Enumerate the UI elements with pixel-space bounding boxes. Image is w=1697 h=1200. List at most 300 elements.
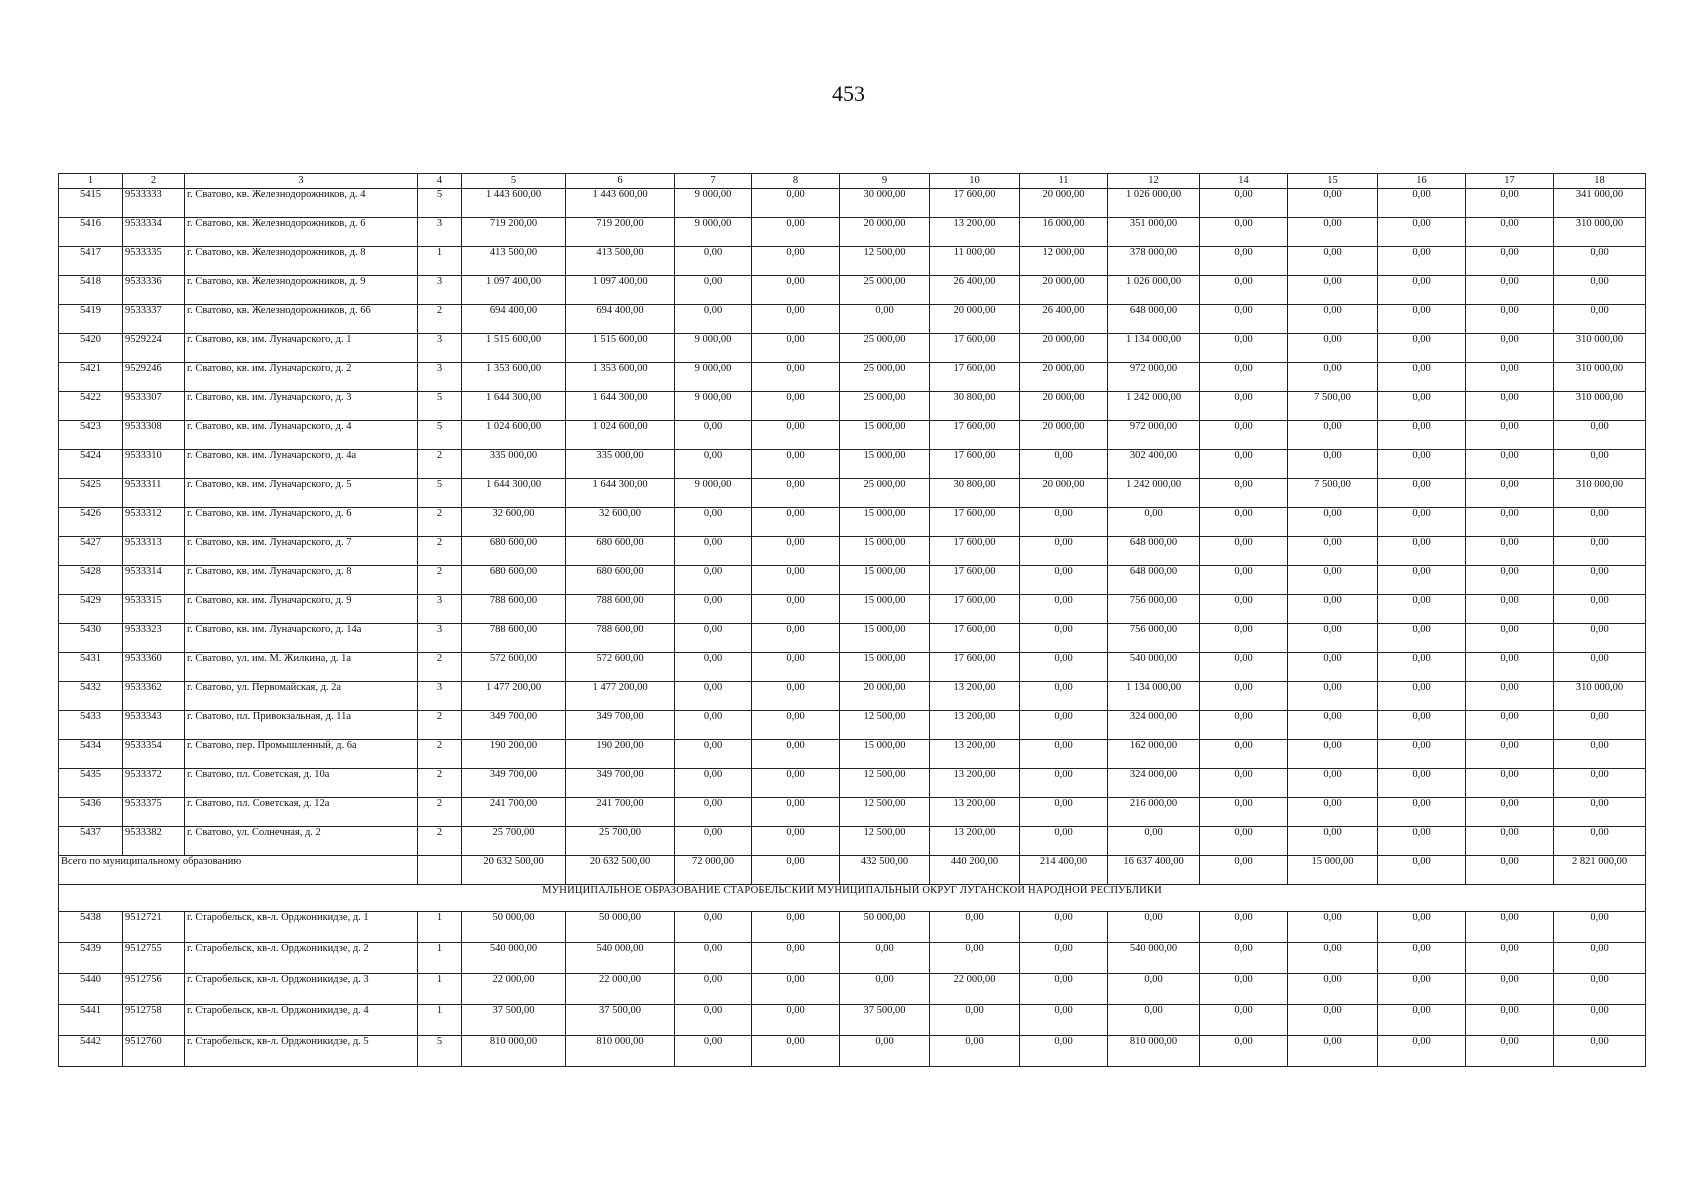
value-cell: 20 000,00 <box>840 682 930 711</box>
value-cell: 0,00 <box>1554 1005 1646 1036</box>
page-number: 453 <box>832 81 865 106</box>
value-cell: 12 500,00 <box>840 711 930 740</box>
address-cell: г. Сватово, пл. Привокзальная, д. 11а <box>185 711 418 740</box>
value-cell: 0,00 <box>752 421 840 450</box>
total-value-cell: 432 500,00 <box>840 856 930 885</box>
value-cell: 0,00 <box>752 218 840 247</box>
value-cell: 30 800,00 <box>930 479 1020 508</box>
value-cell: 0,00 <box>1288 218 1378 247</box>
value-cell: 0,00 <box>1108 1005 1200 1036</box>
table-row <box>59 974 1646 1005</box>
value-cell: 0,00 <box>1288 682 1378 711</box>
value-cell: 0,00 <box>1020 624 1108 653</box>
value-cell: 335 000,00 <box>462 450 566 479</box>
value-cell: 0,00 <box>1288 943 1378 974</box>
value-cell: 0,00 <box>1378 798 1466 827</box>
table-row <box>59 1005 1646 1036</box>
value-cell: 0,00 <box>1466 508 1554 537</box>
value-cell: 0,00 <box>1466 1005 1554 1036</box>
value-cell: 810 000,00 <box>462 1036 566 1067</box>
value-cell: 25 000,00 <box>840 363 930 392</box>
code-cell: 9533354 <box>123 740 185 769</box>
value-cell: 0,00 <box>1466 334 1554 363</box>
value-cell: 0,00 <box>752 1036 840 1067</box>
value-cell: 13 200,00 <box>930 798 1020 827</box>
value-cell: 0,00 <box>1200 682 1288 711</box>
row-number-cell: 5433 <box>59 711 123 740</box>
address-cell: г. Сватово, пер. Промышленный, д. 6а <box>185 740 418 769</box>
value-cell: 0,00 <box>752 912 840 943</box>
value-cell: 3 <box>418 595 462 624</box>
value-cell: 0,00 <box>840 974 930 1005</box>
total-value-cell: 20 632 500,00 <box>566 856 675 885</box>
value-cell: 30 000,00 <box>840 189 930 218</box>
row-number-cell: 5436 <box>59 798 123 827</box>
empty-cell <box>418 856 462 885</box>
value-cell: 1 443 600,00 <box>462 189 566 218</box>
value-cell: 0,00 <box>1200 827 1288 856</box>
value-cell: 22 000,00 <box>930 974 1020 1005</box>
value-cell: 648 000,00 <box>1108 305 1200 334</box>
value-cell: 25 700,00 <box>566 827 675 856</box>
value-cell: 719 200,00 <box>566 218 675 247</box>
value-cell: 1 134 000,00 <box>1108 682 1200 711</box>
value-cell: 0,00 <box>675 974 752 1005</box>
value-cell: 0,00 <box>1288 305 1378 334</box>
value-cell: 0,00 <box>1466 189 1554 218</box>
value-cell: 0,00 <box>1288 740 1378 769</box>
value-cell: 0,00 <box>1288 912 1378 943</box>
value-cell: 0,00 <box>1378 740 1466 769</box>
value-cell: 190 200,00 <box>566 740 675 769</box>
value-cell: 349 700,00 <box>566 769 675 798</box>
value-cell: 1 097 400,00 <box>462 276 566 305</box>
value-cell: 9 000,00 <box>675 479 752 508</box>
code-cell: 9533312 <box>123 508 185 537</box>
value-cell: 0,00 <box>675 1005 752 1036</box>
code-cell: 9533314 <box>123 566 185 595</box>
address-cell: г. Сватово, ул. им. М. Жилкина, д. 1а <box>185 653 418 682</box>
value-cell: 0,00 <box>1378 566 1466 595</box>
value-cell: 0,00 <box>1466 711 1554 740</box>
total-label: Всего по муниципальному образованию <box>59 856 418 885</box>
code-cell: 9512755 <box>123 943 185 974</box>
code-cell: 9533343 <box>123 711 185 740</box>
section-header-row <box>59 885 1646 912</box>
column-number-cell: 3 <box>185 174 418 189</box>
total-value-cell: 440 200,00 <box>930 856 1020 885</box>
total-value-cell: 16 637 400,00 <box>1108 856 1200 885</box>
value-cell: 17 600,00 <box>930 566 1020 595</box>
value-cell: 0,00 <box>1466 682 1554 711</box>
code-cell: 9533372 <box>123 769 185 798</box>
table-row <box>59 653 1646 682</box>
value-cell: 12 500,00 <box>840 827 930 856</box>
value-cell: 0,00 <box>1554 769 1646 798</box>
value-cell: 349 700,00 <box>462 711 566 740</box>
value-cell: 0,00 <box>752 537 840 566</box>
value-cell: 0,00 <box>840 305 930 334</box>
value-cell: 32 600,00 <box>566 508 675 537</box>
value-cell: 0,00 <box>752 334 840 363</box>
value-cell: 0,00 <box>752 653 840 682</box>
value-cell: 349 700,00 <box>462 769 566 798</box>
value-cell: 810 000,00 <box>1108 1036 1200 1067</box>
row-number-cell: 5422 <box>59 392 123 421</box>
table-row <box>59 537 1646 566</box>
value-cell: 0,00 <box>1378 624 1466 653</box>
value-cell: 15 000,00 <box>840 421 930 450</box>
value-cell: 1 026 000,00 <box>1108 189 1200 218</box>
row-number-cell: 5424 <box>59 450 123 479</box>
value-cell: 22 000,00 <box>462 974 566 1005</box>
value-cell: 17 600,00 <box>930 421 1020 450</box>
value-cell: 5 <box>418 1036 462 1067</box>
value-cell: 2 <box>418 827 462 856</box>
row-number-cell: 5442 <box>59 1036 123 1067</box>
value-cell: 1 353 600,00 <box>462 363 566 392</box>
value-cell: 0,00 <box>752 363 840 392</box>
value-cell: 0,00 <box>1200 595 1288 624</box>
code-cell: 9533382 <box>123 827 185 856</box>
value-cell: 0,00 <box>1200 974 1288 1005</box>
table-body <box>59 174 1646 1067</box>
value-cell: 2 <box>418 537 462 566</box>
value-cell: 9 000,00 <box>675 218 752 247</box>
value-cell: 13 200,00 <box>930 740 1020 769</box>
value-cell: 0,00 <box>1466 653 1554 682</box>
value-cell: 0,00 <box>752 247 840 276</box>
value-cell: 0,00 <box>1466 537 1554 566</box>
value-cell: 0,00 <box>1378 595 1466 624</box>
value-cell: 0,00 <box>1466 769 1554 798</box>
address-cell: г. Сватово, кв. Железнодорожников, д. 8 <box>185 247 418 276</box>
column-number-cell: 12 <box>1108 174 1200 189</box>
column-number-cell: 14 <box>1200 174 1288 189</box>
value-cell: 0,00 <box>675 566 752 595</box>
table-row <box>59 189 1646 218</box>
value-cell: 0,00 <box>675 912 752 943</box>
value-cell: 0,00 <box>1200 711 1288 740</box>
total-value-cell: 0,00 <box>1200 856 1288 885</box>
value-cell: 9 000,00 <box>675 189 752 218</box>
value-cell: 0,00 <box>1378 479 1466 508</box>
value-cell: 0,00 <box>752 624 840 653</box>
value-cell: 5 <box>418 421 462 450</box>
table-row <box>59 392 1646 421</box>
value-cell: 30 800,00 <box>930 392 1020 421</box>
table-row <box>59 798 1646 827</box>
value-cell: 0,00 <box>1200 798 1288 827</box>
value-cell: 0,00 <box>1466 450 1554 479</box>
value-cell: 0,00 <box>1378 247 1466 276</box>
code-cell: 9533375 <box>123 798 185 827</box>
value-cell: 0,00 <box>1378 537 1466 566</box>
value-cell: 694 400,00 <box>566 305 675 334</box>
value-cell: 0,00 <box>1378 943 1466 974</box>
value-cell: 0,00 <box>675 798 752 827</box>
code-cell: 9533333 <box>123 189 185 218</box>
address-cell: г. Сватово, кв. им. Луначарского, д. 4а <box>185 450 418 479</box>
column-number-row <box>59 174 1646 189</box>
table-row <box>59 363 1646 392</box>
column-number-cell: 10 <box>930 174 1020 189</box>
code-cell: 9512760 <box>123 1036 185 1067</box>
address-cell: г. Сватово, пл. Советская, д. 10а <box>185 769 418 798</box>
code-cell: 9533334 <box>123 218 185 247</box>
total-value-cell: 15 000,00 <box>1288 856 1378 885</box>
value-cell: 0,00 <box>1200 1005 1288 1036</box>
value-cell: 0,00 <box>752 508 840 537</box>
value-cell: 1 <box>418 912 462 943</box>
value-cell: 0,00 <box>752 392 840 421</box>
value-cell: 0,00 <box>675 1036 752 1067</box>
value-cell: 0,00 <box>1020 1036 1108 1067</box>
table-row <box>59 1036 1646 1067</box>
value-cell: 0,00 <box>675 943 752 974</box>
row-number-cell: 5423 <box>59 421 123 450</box>
value-cell: 0,00 <box>1378 276 1466 305</box>
value-cell: 972 000,00 <box>1108 421 1200 450</box>
table-row <box>59 740 1646 769</box>
value-cell: 1 242 000,00 <box>1108 392 1200 421</box>
address-cell: г. Сватово, ул. Первомайская, д. 2а <box>185 682 418 711</box>
row-number-cell: 5418 <box>59 276 123 305</box>
value-cell: 17 600,00 <box>930 334 1020 363</box>
value-cell: 0,00 <box>752 943 840 974</box>
row-number-cell: 5441 <box>59 1005 123 1036</box>
value-cell: 5 <box>418 479 462 508</box>
code-cell: 9512756 <box>123 974 185 1005</box>
code-cell: 9529224 <box>123 334 185 363</box>
value-cell: 0,00 <box>1466 974 1554 1005</box>
value-cell: 7 500,00 <box>1288 392 1378 421</box>
value-cell: 0,00 <box>675 624 752 653</box>
value-cell: 0,00 <box>1200 276 1288 305</box>
value-cell: 0,00 <box>1200 653 1288 682</box>
value-cell: 335 000,00 <box>566 450 675 479</box>
value-cell: 349 700,00 <box>566 711 675 740</box>
value-cell: 0,00 <box>840 943 930 974</box>
code-cell: 9529246 <box>123 363 185 392</box>
address-cell: г. Сватово, кв. Железнодорожников, д. 4 <box>185 189 418 218</box>
value-cell: 25 000,00 <box>840 334 930 363</box>
total-value-cell: 0,00 <box>1378 856 1466 885</box>
column-number-cell: 1 <box>59 174 123 189</box>
code-cell: 9533336 <box>123 276 185 305</box>
value-cell: 0,00 <box>1554 827 1646 856</box>
value-cell: 680 600,00 <box>566 537 675 566</box>
row-number-cell: 5431 <box>59 653 123 682</box>
value-cell: 0,00 <box>675 305 752 334</box>
value-cell: 0,00 <box>752 769 840 798</box>
value-cell: 13 200,00 <box>930 769 1020 798</box>
value-cell: 17 600,00 <box>930 189 1020 218</box>
value-cell: 15 000,00 <box>840 566 930 595</box>
value-cell: 0,00 <box>1020 943 1108 974</box>
value-cell: 37 500,00 <box>566 1005 675 1036</box>
row-number-cell: 5426 <box>59 508 123 537</box>
value-cell: 2 <box>418 653 462 682</box>
value-cell: 0,00 <box>1554 624 1646 653</box>
value-cell: 15 000,00 <box>840 653 930 682</box>
address-cell: г. Сватово, кв. им. Луначарского, д. 8 <box>185 566 418 595</box>
row-number-cell: 5416 <box>59 218 123 247</box>
address-cell: г. Сватово, ул. Солнечная, д. 2 <box>185 827 418 856</box>
address-cell: г. Сватово, кв. Железнодорожников, д. 9 <box>185 276 418 305</box>
value-cell: 0,00 <box>1554 974 1646 1005</box>
value-cell: 0,00 <box>1200 189 1288 218</box>
value-cell: 0,00 <box>1466 1036 1554 1067</box>
table-row <box>59 711 1646 740</box>
value-cell: 12 500,00 <box>840 769 930 798</box>
value-cell: 12 000,00 <box>1020 247 1108 276</box>
value-cell: 1 134 000,00 <box>1108 334 1200 363</box>
value-cell: 17 600,00 <box>930 537 1020 566</box>
value-cell: 694 400,00 <box>462 305 566 334</box>
value-cell: 20 000,00 <box>1020 421 1108 450</box>
value-cell: 5 <box>418 189 462 218</box>
value-cell: 3 <box>418 218 462 247</box>
value-cell: 15 000,00 <box>840 595 930 624</box>
code-cell: 9533311 <box>123 479 185 508</box>
code-cell: 9533362 <box>123 682 185 711</box>
code-cell: 9533315 <box>123 595 185 624</box>
value-cell: 0,00 <box>675 537 752 566</box>
value-cell: 13 200,00 <box>930 711 1020 740</box>
total-value-cell: 0,00 <box>1466 856 1554 885</box>
row-number-cell: 5435 <box>59 769 123 798</box>
table-row <box>59 276 1646 305</box>
code-cell: 9533337 <box>123 305 185 334</box>
value-cell: 3 <box>418 624 462 653</box>
row-number-cell: 5434 <box>59 740 123 769</box>
value-cell: 0,00 <box>1554 247 1646 276</box>
value-cell: 0,00 <box>1378 912 1466 943</box>
row-number-cell: 5421 <box>59 363 123 392</box>
value-cell: 0,00 <box>1200 218 1288 247</box>
value-cell: 540 000,00 <box>1108 653 1200 682</box>
column-number-cell: 8 <box>752 174 840 189</box>
code-cell: 9533360 <box>123 653 185 682</box>
value-cell: 0,00 <box>1200 421 1288 450</box>
value-cell: 0,00 <box>1020 974 1108 1005</box>
total-value-cell: 2 821 000,00 <box>1554 856 1646 885</box>
value-cell: 0,00 <box>675 769 752 798</box>
value-cell: 32 600,00 <box>462 508 566 537</box>
value-cell: 0,00 <box>1200 943 1288 974</box>
table-row <box>59 479 1646 508</box>
code-cell: 9512721 <box>123 912 185 943</box>
value-cell: 0,00 <box>1554 711 1646 740</box>
value-cell: 15 000,00 <box>840 740 930 769</box>
value-cell: 2 <box>418 798 462 827</box>
address-cell: г. Старобельск, кв-л. Орджоникидзе, д. 4 <box>185 1005 418 1036</box>
value-cell: 0,00 <box>1378 711 1466 740</box>
value-cell: 2 <box>418 740 462 769</box>
code-cell: 9533313 <box>123 537 185 566</box>
value-cell: 0,00 <box>1200 305 1288 334</box>
value-cell: 378 000,00 <box>1108 247 1200 276</box>
column-number-cell: 18 <box>1554 174 1646 189</box>
value-cell: 0,00 <box>675 421 752 450</box>
value-cell: 788 600,00 <box>566 595 675 624</box>
value-cell: 0,00 <box>1554 508 1646 537</box>
code-cell: 9533335 <box>123 247 185 276</box>
table-row <box>59 912 1646 943</box>
total-value-cell: 72 000,00 <box>675 856 752 885</box>
value-cell: 0,00 <box>930 1005 1020 1036</box>
value-cell: 1 <box>418 1005 462 1036</box>
table-row <box>59 508 1646 537</box>
value-cell: 0,00 <box>675 827 752 856</box>
value-cell: 12 500,00 <box>840 247 930 276</box>
value-cell: 0,00 <box>675 711 752 740</box>
value-cell: 0,00 <box>1108 912 1200 943</box>
value-cell: 0,00 <box>1466 363 1554 392</box>
value-cell: 756 000,00 <box>1108 595 1200 624</box>
value-cell: 0,00 <box>1554 740 1646 769</box>
value-cell: 0,00 <box>1200 363 1288 392</box>
table-row <box>59 305 1646 334</box>
row-number-cell: 5428 <box>59 566 123 595</box>
value-cell: 540 000,00 <box>1108 943 1200 974</box>
value-cell: 17 600,00 <box>930 450 1020 479</box>
value-cell: 0,00 <box>1466 479 1554 508</box>
value-cell: 0,00 <box>1378 189 1466 218</box>
value-cell: 810 000,00 <box>566 1036 675 1067</box>
value-cell: 0,00 <box>1288 653 1378 682</box>
value-cell: 572 600,00 <box>566 653 675 682</box>
value-cell: 25 000,00 <box>840 479 930 508</box>
value-cell: 0,00 <box>1466 912 1554 943</box>
value-cell: 0,00 <box>675 595 752 624</box>
value-cell: 0,00 <box>1288 974 1378 1005</box>
value-cell: 1 644 300,00 <box>566 479 675 508</box>
column-number-cell: 5 <box>462 174 566 189</box>
value-cell: 0,00 <box>1288 421 1378 450</box>
column-number-cell: 2 <box>123 174 185 189</box>
value-cell: 0,00 <box>1020 595 1108 624</box>
value-cell: 0,00 <box>1378 450 1466 479</box>
data-table <box>58 173 1646 1067</box>
value-cell: 756 000,00 <box>1108 624 1200 653</box>
value-cell: 0,00 <box>1288 827 1378 856</box>
value-cell: 0,00 <box>1378 827 1466 856</box>
table-row <box>59 682 1646 711</box>
value-cell: 15 000,00 <box>840 537 930 566</box>
value-cell: 0,00 <box>1466 421 1554 450</box>
value-cell: 648 000,00 <box>1108 566 1200 595</box>
address-cell: г. Сватово, кв. им. Луначарского, д. 7 <box>185 537 418 566</box>
code-cell: 9533307 <box>123 392 185 421</box>
value-cell: 0,00 <box>1378 363 1466 392</box>
value-cell: 15 000,00 <box>840 508 930 537</box>
value-cell: 1 477 200,00 <box>566 682 675 711</box>
value-cell: 0,00 <box>752 1005 840 1036</box>
value-cell: 324 000,00 <box>1108 711 1200 740</box>
value-cell: 0,00 <box>1378 1036 1466 1067</box>
value-cell: 788 600,00 <box>566 624 675 653</box>
value-cell: 20 000,00 <box>1020 189 1108 218</box>
value-cell: 20 000,00 <box>1020 392 1108 421</box>
value-cell: 1 <box>418 943 462 974</box>
value-cell: 0,00 <box>675 740 752 769</box>
value-cell: 0,00 <box>1378 769 1466 798</box>
table-row <box>59 450 1646 479</box>
address-cell: г. Сватово, кв. им. Луначарского, д. 4 <box>185 421 418 450</box>
value-cell: 0,00 <box>1200 566 1288 595</box>
